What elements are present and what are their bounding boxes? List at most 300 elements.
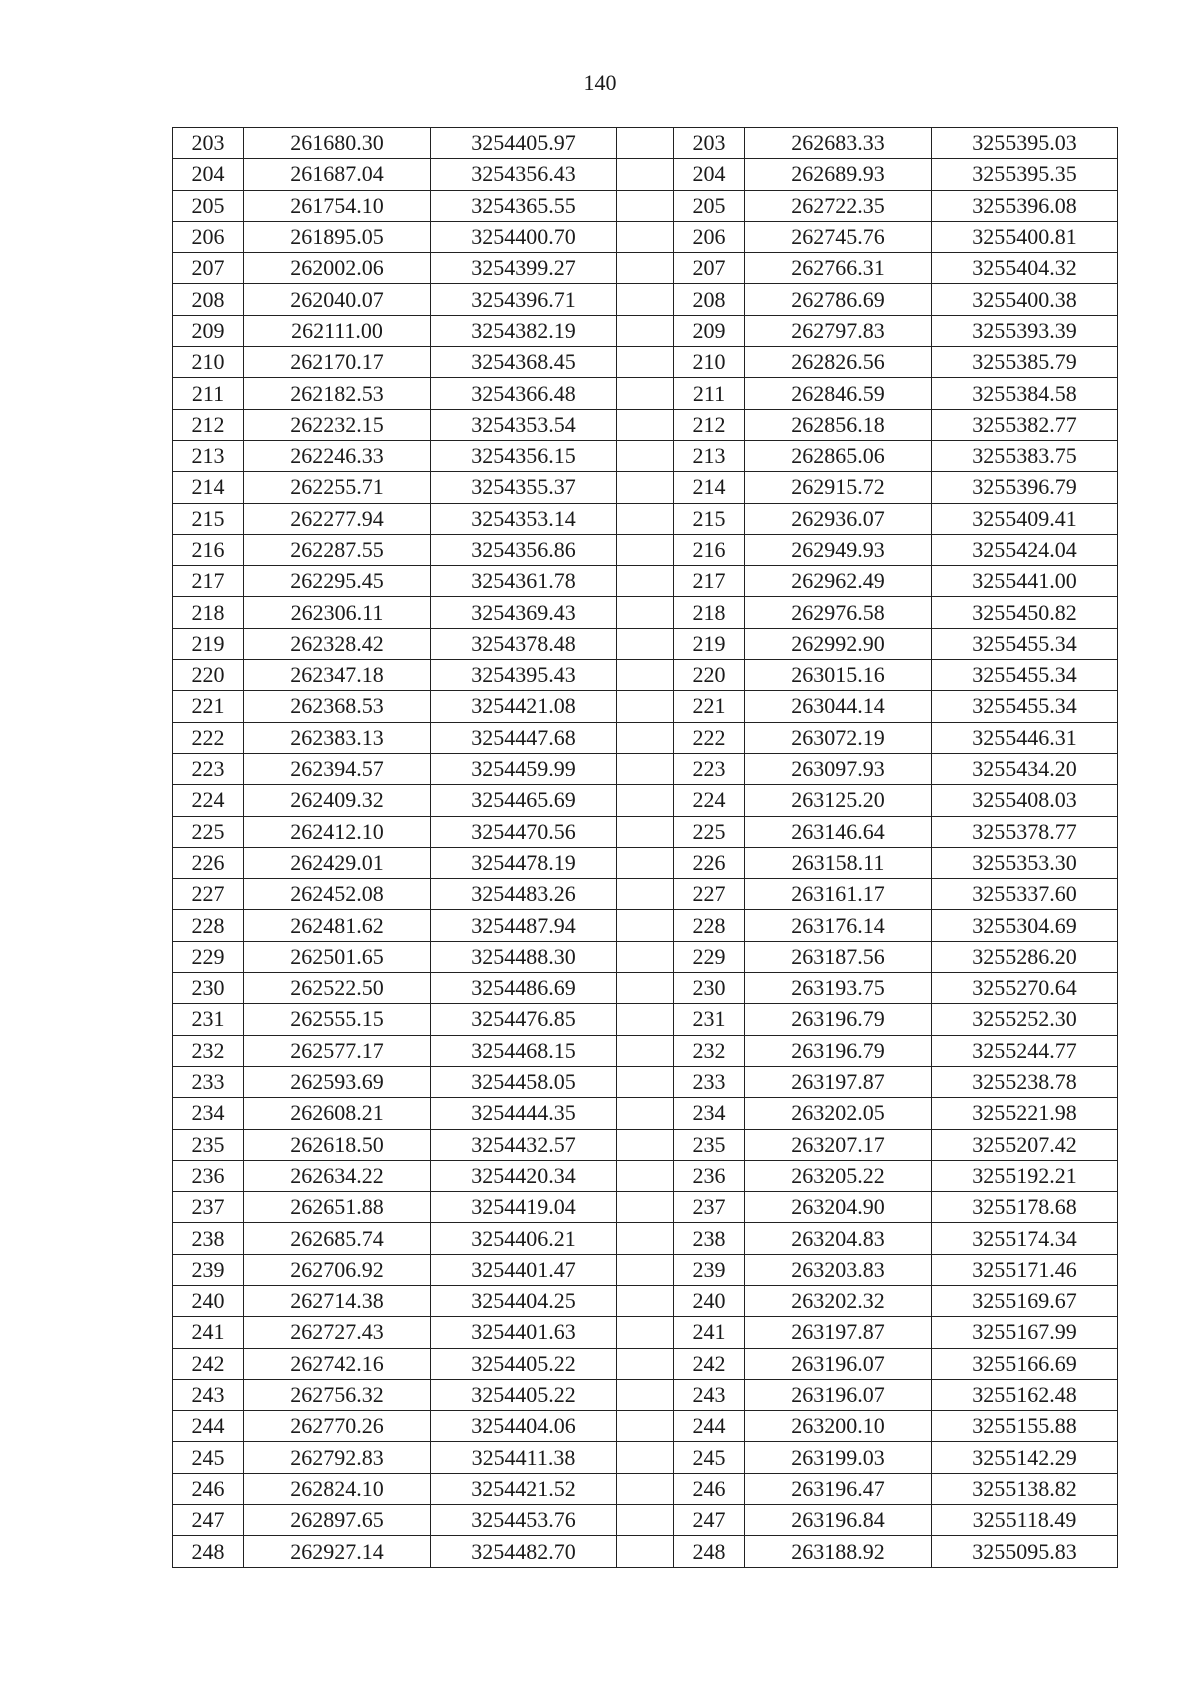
right-point-number-cell: 235	[674, 1129, 745, 1160]
right-point-number-cell: 238	[674, 1223, 745, 1254]
right-x-coordinate-cell: 263196.07	[745, 1348, 932, 1379]
left-x-coordinate-cell: 262111.00	[244, 315, 431, 346]
right-y-coordinate-cell: 3255382.77	[932, 409, 1118, 440]
right-y-coordinate-cell: 3255393.39	[932, 315, 1118, 346]
right-point-number-cell: 234	[674, 1098, 745, 1129]
left-y-coordinate-cell: 3254356.43	[431, 159, 617, 190]
left-point-number-cell: 220	[173, 660, 244, 691]
right-point-number-cell: 220	[674, 660, 745, 691]
left-point-number-cell: 247	[173, 1505, 244, 1536]
left-point-number-cell: 239	[173, 1254, 244, 1285]
left-y-coordinate-cell: 3254458.05	[431, 1066, 617, 1097]
page-number: 140	[583, 70, 617, 95]
right-y-coordinate-cell: 3255178.68	[932, 1192, 1118, 1223]
table-row	[173, 1317, 1118, 1348]
right-x-coordinate-cell: 263196.47	[745, 1473, 932, 1504]
left-y-coordinate-cell: 3254382.19	[431, 315, 617, 346]
right-y-coordinate-cell: 3255383.75	[932, 440, 1118, 471]
spacer-cell	[617, 1348, 674, 1379]
right-y-coordinate-cell: 3255385.79	[932, 347, 1118, 378]
right-y-coordinate-cell: 3255450.82	[932, 597, 1118, 628]
right-point-number-cell: 219	[674, 628, 745, 659]
left-point-number-cell: 221	[173, 691, 244, 722]
spacer-cell	[617, 1473, 674, 1504]
right-y-coordinate-cell: 3255162.48	[932, 1379, 1118, 1410]
right-point-number-cell: 245	[674, 1442, 745, 1473]
left-y-coordinate-cell: 3254482.70	[431, 1536, 617, 1567]
left-y-coordinate-cell: 3254396.71	[431, 284, 617, 315]
table-row	[173, 628, 1118, 659]
left-x-coordinate-cell: 262522.50	[244, 973, 431, 1004]
spacer-cell	[617, 1066, 674, 1097]
right-y-coordinate-cell: 3255446.31	[932, 722, 1118, 753]
spacer-cell	[617, 440, 674, 471]
left-x-coordinate-cell: 262347.18	[244, 660, 431, 691]
spacer-cell	[617, 1285, 674, 1316]
spacer-cell	[617, 378, 674, 409]
right-x-coordinate-cell: 262846.59	[745, 378, 932, 409]
right-y-coordinate-cell: 3255138.82	[932, 1473, 1118, 1504]
left-point-number-cell: 240	[173, 1285, 244, 1316]
spacer-cell	[617, 597, 674, 628]
right-x-coordinate-cell: 263044.14	[745, 691, 932, 722]
table-row	[173, 753, 1118, 784]
right-y-coordinate-cell: 3255171.46	[932, 1254, 1118, 1285]
left-point-number-cell: 225	[173, 816, 244, 847]
spacer-cell	[617, 691, 674, 722]
right-x-coordinate-cell: 262766.31	[745, 253, 932, 284]
spacer-cell	[617, 1035, 674, 1066]
left-x-coordinate-cell: 262277.94	[244, 503, 431, 534]
right-x-coordinate-cell: 263072.19	[745, 722, 932, 753]
table-row	[173, 785, 1118, 816]
table-row	[173, 1473, 1118, 1504]
spacer-cell	[617, 159, 674, 190]
table-row	[173, 973, 1118, 1004]
left-x-coordinate-cell: 262651.88	[244, 1192, 431, 1223]
left-y-coordinate-cell: 3254432.57	[431, 1129, 617, 1160]
left-y-coordinate-cell: 3254421.08	[431, 691, 617, 722]
spacer-cell	[617, 1192, 674, 1223]
right-x-coordinate-cell: 263204.90	[745, 1192, 932, 1223]
left-point-number-cell: 209	[173, 315, 244, 346]
left-point-number-cell: 241	[173, 1317, 244, 1348]
right-y-coordinate-cell: 3255455.34	[932, 628, 1118, 659]
table-row	[173, 816, 1118, 847]
spacer-cell	[617, 1505, 674, 1536]
right-point-number-cell: 239	[674, 1254, 745, 1285]
table-row	[173, 847, 1118, 878]
left-y-coordinate-cell: 3254411.38	[431, 1442, 617, 1473]
left-x-coordinate-cell: 262368.53	[244, 691, 431, 722]
spacer-cell	[617, 660, 674, 691]
right-point-number-cell: 237	[674, 1192, 745, 1223]
right-point-number-cell: 225	[674, 816, 745, 847]
left-y-coordinate-cell: 3254356.86	[431, 534, 617, 565]
right-x-coordinate-cell: 263197.87	[745, 1066, 932, 1097]
spacer-cell	[617, 1160, 674, 1191]
right-x-coordinate-cell: 263199.03	[745, 1442, 932, 1473]
left-x-coordinate-cell: 262792.83	[244, 1442, 431, 1473]
left-x-coordinate-cell: 261687.04	[244, 159, 431, 190]
right-y-coordinate-cell: 3255238.78	[932, 1066, 1118, 1097]
right-y-coordinate-cell: 3255118.49	[932, 1505, 1118, 1536]
right-y-coordinate-cell: 3255353.30	[932, 847, 1118, 878]
spacer-cell	[617, 1379, 674, 1410]
table-row	[173, 691, 1118, 722]
left-x-coordinate-cell: 262452.08	[244, 879, 431, 910]
spacer-cell	[617, 566, 674, 597]
table-row	[173, 1098, 1118, 1129]
left-y-coordinate-cell: 3254366.48	[431, 378, 617, 409]
right-point-number-cell: 244	[674, 1411, 745, 1442]
right-x-coordinate-cell: 263207.17	[745, 1129, 932, 1160]
spacer-cell	[617, 753, 674, 784]
left-x-coordinate-cell: 261754.10	[244, 190, 431, 221]
left-y-coordinate-cell: 3254369.43	[431, 597, 617, 628]
left-x-coordinate-cell: 262634.22	[244, 1160, 431, 1191]
right-x-coordinate-cell: 263187.56	[745, 941, 932, 972]
left-y-coordinate-cell: 3254395.43	[431, 660, 617, 691]
table-row	[173, 1285, 1118, 1316]
right-point-number-cell: 207	[674, 253, 745, 284]
left-point-number-cell: 231	[173, 1004, 244, 1035]
right-x-coordinate-cell: 263188.92	[745, 1536, 932, 1567]
table-row	[173, 1254, 1118, 1285]
left-y-coordinate-cell: 3254406.21	[431, 1223, 617, 1254]
left-x-coordinate-cell: 262714.38	[244, 1285, 431, 1316]
left-x-coordinate-cell: 262040.07	[244, 284, 431, 315]
right-x-coordinate-cell: 263202.32	[745, 1285, 932, 1316]
table-row	[173, 534, 1118, 565]
right-y-coordinate-cell: 3255155.88	[932, 1411, 1118, 1442]
table-row	[173, 660, 1118, 691]
table-row	[173, 910, 1118, 941]
right-point-number-cell: 222	[674, 722, 745, 753]
right-x-coordinate-cell: 263196.07	[745, 1379, 932, 1410]
table-row	[173, 221, 1118, 252]
spacer-cell	[617, 1442, 674, 1473]
left-y-coordinate-cell: 3254465.69	[431, 785, 617, 816]
right-point-number-cell: 204	[674, 159, 745, 190]
right-x-coordinate-cell: 263203.83	[745, 1254, 932, 1285]
right-y-coordinate-cell: 3255424.04	[932, 534, 1118, 565]
left-point-number-cell: 214	[173, 472, 244, 503]
left-y-coordinate-cell: 3254483.26	[431, 879, 617, 910]
left-y-coordinate-cell: 3254365.55	[431, 190, 617, 221]
left-y-coordinate-cell: 3254355.37	[431, 472, 617, 503]
right-x-coordinate-cell: 262786.69	[745, 284, 932, 315]
table-row	[173, 472, 1118, 503]
left-x-coordinate-cell: 262555.15	[244, 1004, 431, 1035]
right-y-coordinate-cell: 3255252.30	[932, 1004, 1118, 1035]
spacer-cell	[617, 1004, 674, 1035]
right-point-number-cell: 214	[674, 472, 745, 503]
right-x-coordinate-cell: 262683.33	[745, 128, 932, 159]
left-x-coordinate-cell: 261680.30	[244, 128, 431, 159]
table-row	[173, 1004, 1118, 1035]
spacer-cell	[617, 1536, 674, 1567]
left-y-coordinate-cell: 3254476.85	[431, 1004, 617, 1035]
left-x-coordinate-cell: 262608.21	[244, 1098, 431, 1129]
right-x-coordinate-cell: 263015.16	[745, 660, 932, 691]
spacer-cell	[617, 1098, 674, 1129]
spacer-cell	[617, 1223, 674, 1254]
table-row	[173, 1160, 1118, 1191]
right-x-coordinate-cell: 263202.05	[745, 1098, 932, 1129]
coordinates-table-body	[173, 128, 1118, 1568]
left-x-coordinate-cell: 262002.06	[244, 253, 431, 284]
left-x-coordinate-cell: 262306.11	[244, 597, 431, 628]
right-point-number-cell: 233	[674, 1066, 745, 1097]
left-point-number-cell: 235	[173, 1129, 244, 1160]
left-x-coordinate-cell: 262481.62	[244, 910, 431, 941]
left-point-number-cell: 230	[173, 973, 244, 1004]
right-x-coordinate-cell: 263125.20	[745, 785, 932, 816]
spacer-cell	[617, 284, 674, 315]
right-point-number-cell: 210	[674, 347, 745, 378]
left-point-number-cell: 238	[173, 1223, 244, 1254]
spacer-cell	[617, 847, 674, 878]
right-x-coordinate-cell: 263158.11	[745, 847, 932, 878]
coordinates-table	[172, 127, 1118, 1568]
right-y-coordinate-cell: 3255166.69	[932, 1348, 1118, 1379]
spacer-cell	[617, 941, 674, 972]
spacer-cell	[617, 1317, 674, 1348]
right-point-number-cell: 211	[674, 378, 745, 409]
left-x-coordinate-cell: 262618.50	[244, 1129, 431, 1160]
table-row	[173, 566, 1118, 597]
left-x-coordinate-cell: 262577.17	[244, 1035, 431, 1066]
right-point-number-cell: 242	[674, 1348, 745, 1379]
table-row	[173, 315, 1118, 346]
table-row	[173, 722, 1118, 753]
right-y-coordinate-cell: 3255207.42	[932, 1129, 1118, 1160]
right-point-number-cell: 243	[674, 1379, 745, 1410]
right-point-number-cell: 221	[674, 691, 745, 722]
left-y-coordinate-cell: 3254378.48	[431, 628, 617, 659]
left-y-coordinate-cell: 3254420.34	[431, 1160, 617, 1191]
left-x-coordinate-cell: 262897.65	[244, 1505, 431, 1536]
spacer-cell	[617, 221, 674, 252]
table-row	[173, 1411, 1118, 1442]
left-x-coordinate-cell: 262706.92	[244, 1254, 431, 1285]
right-y-coordinate-cell: 3255409.41	[932, 503, 1118, 534]
right-y-coordinate-cell: 3255378.77	[932, 816, 1118, 847]
right-point-number-cell: 240	[674, 1285, 745, 1316]
spacer-cell	[617, 785, 674, 816]
right-y-coordinate-cell: 3255400.81	[932, 221, 1118, 252]
right-y-coordinate-cell: 3255244.77	[932, 1035, 1118, 1066]
spacer-cell	[617, 190, 674, 221]
left-x-coordinate-cell: 261895.05	[244, 221, 431, 252]
left-y-coordinate-cell: 3254399.27	[431, 253, 617, 284]
left-y-coordinate-cell: 3254404.25	[431, 1285, 617, 1316]
right-y-coordinate-cell: 3255395.35	[932, 159, 1118, 190]
right-point-number-cell: 206	[674, 221, 745, 252]
table-row	[173, 1129, 1118, 1160]
left-y-coordinate-cell: 3254404.06	[431, 1411, 617, 1442]
right-y-coordinate-cell: 3255192.21	[932, 1160, 1118, 1191]
right-x-coordinate-cell: 263176.14	[745, 910, 932, 941]
left-y-coordinate-cell: 3254353.54	[431, 409, 617, 440]
table-row	[173, 1223, 1118, 1254]
spacer-cell	[617, 472, 674, 503]
spacer-cell	[617, 1129, 674, 1160]
left-x-coordinate-cell: 262756.32	[244, 1379, 431, 1410]
left-y-coordinate-cell: 3254361.78	[431, 566, 617, 597]
right-y-coordinate-cell: 3255142.29	[932, 1442, 1118, 1473]
right-y-coordinate-cell: 3255384.58	[932, 378, 1118, 409]
table-row	[173, 1379, 1118, 1410]
spacer-cell	[617, 973, 674, 1004]
right-y-coordinate-cell: 3255400.38	[932, 284, 1118, 315]
right-y-coordinate-cell: 3255167.99	[932, 1317, 1118, 1348]
right-y-coordinate-cell: 3255221.98	[932, 1098, 1118, 1129]
right-point-number-cell: 236	[674, 1160, 745, 1191]
left-y-coordinate-cell: 3254401.63	[431, 1317, 617, 1348]
left-y-coordinate-cell: 3254368.45	[431, 347, 617, 378]
right-y-coordinate-cell: 3255455.34	[932, 691, 1118, 722]
right-point-number-cell: 230	[674, 973, 745, 1004]
left-y-coordinate-cell: 3254405.22	[431, 1348, 617, 1379]
table-row	[173, 440, 1118, 471]
right-point-number-cell: 217	[674, 566, 745, 597]
left-x-coordinate-cell: 262383.13	[244, 722, 431, 753]
right-y-coordinate-cell: 3255441.00	[932, 566, 1118, 597]
right-point-number-cell: 231	[674, 1004, 745, 1035]
left-point-number-cell: 215	[173, 503, 244, 534]
left-x-coordinate-cell: 262593.69	[244, 1066, 431, 1097]
right-point-number-cell: 224	[674, 785, 745, 816]
left-x-coordinate-cell: 262394.57	[244, 753, 431, 784]
left-point-number-cell: 227	[173, 879, 244, 910]
left-point-number-cell: 226	[173, 847, 244, 878]
table-row	[173, 1536, 1118, 1567]
spacer-cell	[617, 1411, 674, 1442]
left-x-coordinate-cell: 262255.71	[244, 472, 431, 503]
left-y-coordinate-cell: 3254487.94	[431, 910, 617, 941]
right-x-coordinate-cell: 263200.10	[745, 1411, 932, 1442]
left-point-number-cell: 218	[173, 597, 244, 628]
right-y-coordinate-cell: 3255169.67	[932, 1285, 1118, 1316]
right-point-number-cell: 209	[674, 315, 745, 346]
right-x-coordinate-cell: 262689.93	[745, 159, 932, 190]
right-y-coordinate-cell: 3255434.20	[932, 753, 1118, 784]
left-x-coordinate-cell: 262328.42	[244, 628, 431, 659]
right-point-number-cell: 203	[674, 128, 745, 159]
right-point-number-cell: 248	[674, 1536, 745, 1567]
left-y-coordinate-cell: 3254405.22	[431, 1379, 617, 1410]
right-x-coordinate-cell: 263205.22	[745, 1160, 932, 1191]
left-x-coordinate-cell: 262429.01	[244, 847, 431, 878]
right-x-coordinate-cell: 263196.84	[745, 1505, 932, 1536]
left-y-coordinate-cell: 3254478.19	[431, 847, 617, 878]
right-y-coordinate-cell: 3255455.34	[932, 660, 1118, 691]
left-x-coordinate-cell: 262246.33	[244, 440, 431, 471]
right-x-coordinate-cell: 263197.87	[745, 1317, 932, 1348]
left-point-number-cell: 228	[173, 910, 244, 941]
right-point-number-cell: 216	[674, 534, 745, 565]
spacer-cell	[617, 628, 674, 659]
right-point-number-cell: 223	[674, 753, 745, 784]
left-x-coordinate-cell: 262295.45	[244, 566, 431, 597]
right-point-number-cell: 228	[674, 910, 745, 941]
spacer-cell	[617, 910, 674, 941]
right-x-coordinate-cell: 262915.72	[745, 472, 932, 503]
left-point-number-cell: 232	[173, 1035, 244, 1066]
left-x-coordinate-cell: 262824.10	[244, 1473, 431, 1504]
right-point-number-cell: 241	[674, 1317, 745, 1348]
left-point-number-cell: 216	[173, 534, 244, 565]
left-point-number-cell: 233	[173, 1066, 244, 1097]
left-point-number-cell: 224	[173, 785, 244, 816]
right-y-coordinate-cell: 3255095.83	[932, 1536, 1118, 1567]
right-y-coordinate-cell: 3255337.60	[932, 879, 1118, 910]
left-x-coordinate-cell: 262182.53	[244, 378, 431, 409]
left-x-coordinate-cell: 262412.10	[244, 816, 431, 847]
left-point-number-cell: 210	[173, 347, 244, 378]
left-point-number-cell: 237	[173, 1192, 244, 1223]
right-x-coordinate-cell: 262976.58	[745, 597, 932, 628]
table-row	[173, 190, 1118, 221]
left-point-number-cell: 248	[173, 1536, 244, 1567]
left-point-number-cell: 242	[173, 1348, 244, 1379]
table-row	[173, 1035, 1118, 1066]
right-x-coordinate-cell: 262722.35	[745, 190, 932, 221]
left-y-coordinate-cell: 3254488.30	[431, 941, 617, 972]
left-x-coordinate-cell: 262727.43	[244, 1317, 431, 1348]
left-y-coordinate-cell: 3254453.76	[431, 1505, 617, 1536]
left-y-coordinate-cell: 3254405.97	[431, 128, 617, 159]
right-x-coordinate-cell: 262826.56	[745, 347, 932, 378]
spacer-cell	[617, 816, 674, 847]
left-point-number-cell: 212	[173, 409, 244, 440]
spacer-cell	[617, 409, 674, 440]
spacer-cell	[617, 1254, 674, 1285]
left-y-coordinate-cell: 3254401.47	[431, 1254, 617, 1285]
left-x-coordinate-cell: 262287.55	[244, 534, 431, 565]
spacer-cell	[617, 128, 674, 159]
left-y-coordinate-cell: 3254486.69	[431, 973, 617, 1004]
left-y-coordinate-cell: 3254470.56	[431, 816, 617, 847]
table-row	[173, 1442, 1118, 1473]
table-row	[173, 597, 1118, 628]
right-point-number-cell: 215	[674, 503, 745, 534]
left-point-number-cell: 204	[173, 159, 244, 190]
left-y-coordinate-cell: 3254444.35	[431, 1098, 617, 1129]
table-row	[173, 409, 1118, 440]
table-row	[173, 1505, 1118, 1536]
table-row	[173, 1348, 1118, 1379]
table-row	[173, 128, 1118, 159]
right-point-number-cell: 227	[674, 879, 745, 910]
right-x-coordinate-cell: 263146.64	[745, 816, 932, 847]
spacer-cell	[617, 315, 674, 346]
right-x-coordinate-cell: 262745.76	[745, 221, 932, 252]
right-point-number-cell: 205	[674, 190, 745, 221]
left-x-coordinate-cell: 262409.32	[244, 785, 431, 816]
left-point-number-cell: 236	[173, 1160, 244, 1191]
right-point-number-cell: 246	[674, 1473, 745, 1504]
spacer-cell	[617, 722, 674, 753]
left-x-coordinate-cell: 262927.14	[244, 1536, 431, 1567]
left-point-number-cell: 222	[173, 722, 244, 753]
left-y-coordinate-cell: 3254356.15	[431, 440, 617, 471]
left-x-coordinate-cell: 262501.65	[244, 941, 431, 972]
spacer-cell	[617, 534, 674, 565]
left-point-number-cell: 208	[173, 284, 244, 315]
